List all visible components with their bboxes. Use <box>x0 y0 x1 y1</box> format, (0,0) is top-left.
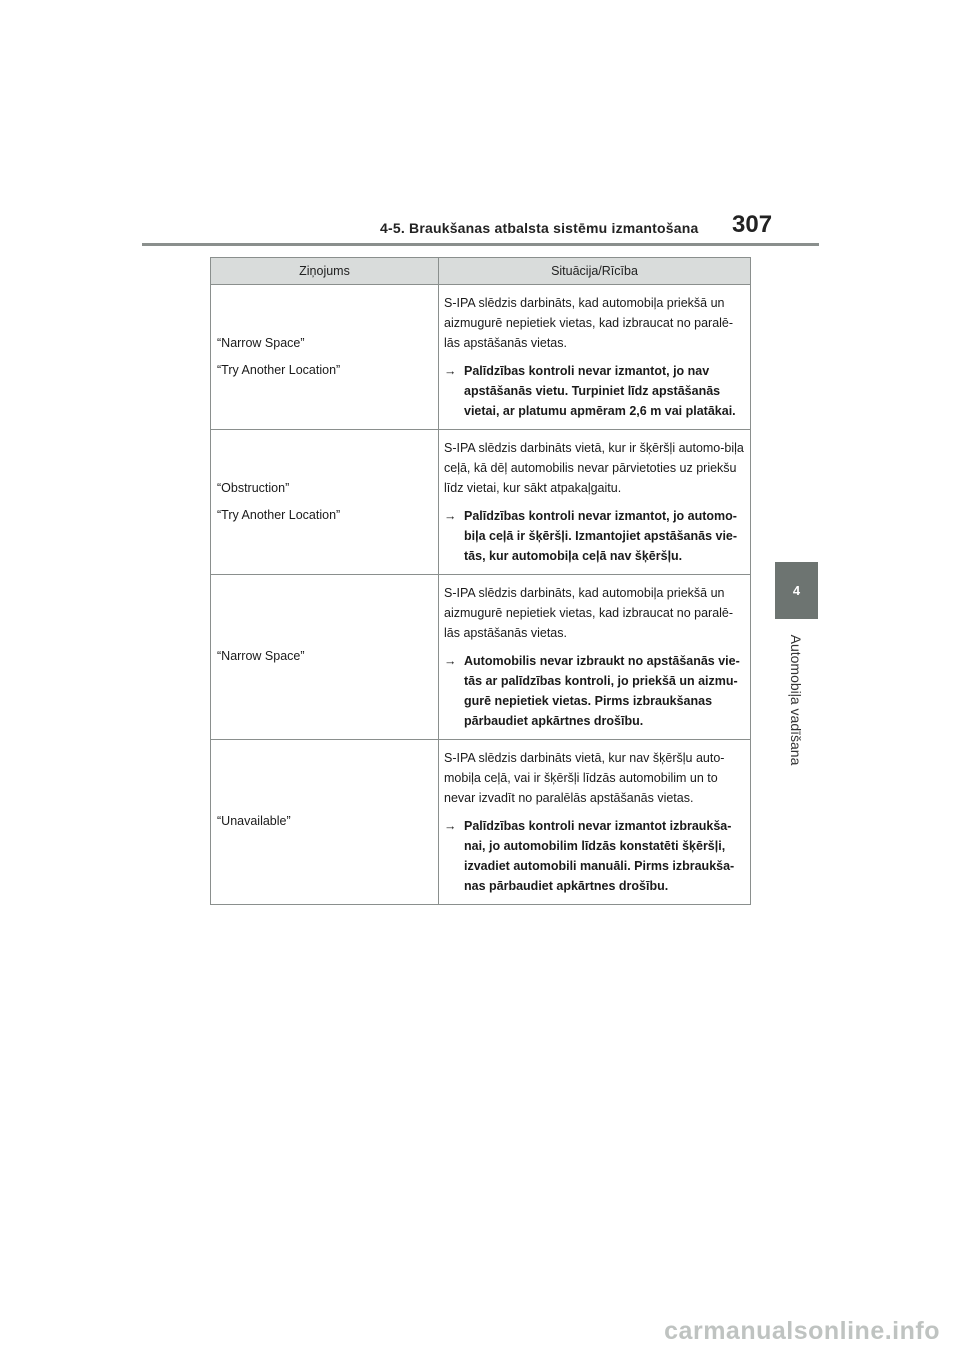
action-item <box>444 651 746 731</box>
arrow-icon: → <box>444 819 457 833</box>
action-text: Palīdzības kontroli nevar izmantot izbraukša-nai, jo automobilim līdzās konstatēti šķēršļi, izvadiet automobili manuāli. Pirms izbraukša-nas pārbaudiet apkārtnes drošību. <box>464 819 735 893</box>
page-header <box>0 0 960 250</box>
message-text: “Narrow Space” <box>217 649 305 664</box>
message-text: “Try Another Location” <box>217 507 341 522</box>
message-text: “Unavailable” <box>217 814 291 829</box>
situation-description: S-IPA slēdzis darbināts, kad automobiļa priekšā un aizmugurē nepietiek vietas, kad izbraucat no paralē-lās apstāšanās vietas. <box>444 586 734 640</box>
chapter-number: 4 <box>792 583 801 598</box>
situation-description: S-IPA slēdzis darbināts, kad automobiļa priekšā un aizmugurē nepietiek vietas, kad izbraucat no paralē-lās apstāšanās vietas. <box>444 296 734 350</box>
table-row <box>211 430 751 575</box>
situation-cell <box>439 740 751 905</box>
watermark-logo: carmanualsonline.info <box>664 1317 940 1345</box>
situation-cell <box>439 285 751 430</box>
action-item <box>444 361 746 421</box>
header-divider <box>142 243 819 246</box>
situation-description: S-IPA slēdzis darbināts vietā, kur ir šķēršļi automo-biļa ceļā, kā dēļ automobilis nevar pārvietoties uz priekšu līdz vietai, kur sākt atpakaļgaitu. <box>444 441 744 495</box>
table-row <box>211 285 751 430</box>
table-header-row <box>211 258 751 285</box>
situation-cell <box>439 575 751 740</box>
arrow-icon: → <box>444 509 457 523</box>
column-header-message: Ziņojums <box>211 258 439 285</box>
table-row <box>211 575 751 740</box>
action-text: Automobilis nevar izbraukt no apstāšanās vie-tās ar palīdzības kontroli, jo priekšā un aizmu-gurē nepietiek vietas. Pirms izbraukšanas pārbaudiet apkārtnes drošību. <box>464 654 740 728</box>
message-cell <box>211 575 439 740</box>
section-title: 4-5. Braukšanas atbalsta sistēmu izmantošana <box>380 220 699 236</box>
column-header-situation: Situācija/Rīcība <box>439 258 751 285</box>
message-text: “Narrow Space” <box>217 335 305 350</box>
arrow-icon: → <box>444 364 457 378</box>
page-number: 307 <box>732 211 773 238</box>
situation-cell <box>439 430 751 575</box>
action-text: Palīdzības kontroli nevar izmantot, jo nav apstāšanās vietu. Turpiniet līdz apstāšanās vietai, ar platumu apmēram 2,6 m vai platākai. <box>464 364 736 418</box>
message-text: “Try Another Location” <box>217 362 341 377</box>
table-row <box>211 740 751 905</box>
message-cell <box>211 285 439 430</box>
action-item <box>444 506 746 566</box>
situation-description: S-IPA slēdzis darbināts vietā, kur nav šķēršļu auto-mobiļa ceļā, vai ir šķēršļi līdzās automobilim un to nevar izvadīt no paralēlās apstāšanās vietas. <box>444 751 725 805</box>
chapter-tab <box>775 562 818 619</box>
action-item <box>444 816 746 896</box>
message-cell <box>211 740 439 905</box>
arrow-icon: → <box>444 654 457 668</box>
messages-table <box>210 257 751 905</box>
message-text: “Obstruction” <box>217 480 290 495</box>
action-text: Palīdzības kontroli nevar izmantot, jo automo-biļa ceļā ir šķēršļi. Izmantojiet apstāšanās vie-tās, kur automobiļa ceļā nav šķēršļu. <box>464 509 738 563</box>
chapter-label: Automobiļa vadīšana <box>788 634 804 766</box>
message-cell <box>211 430 439 575</box>
